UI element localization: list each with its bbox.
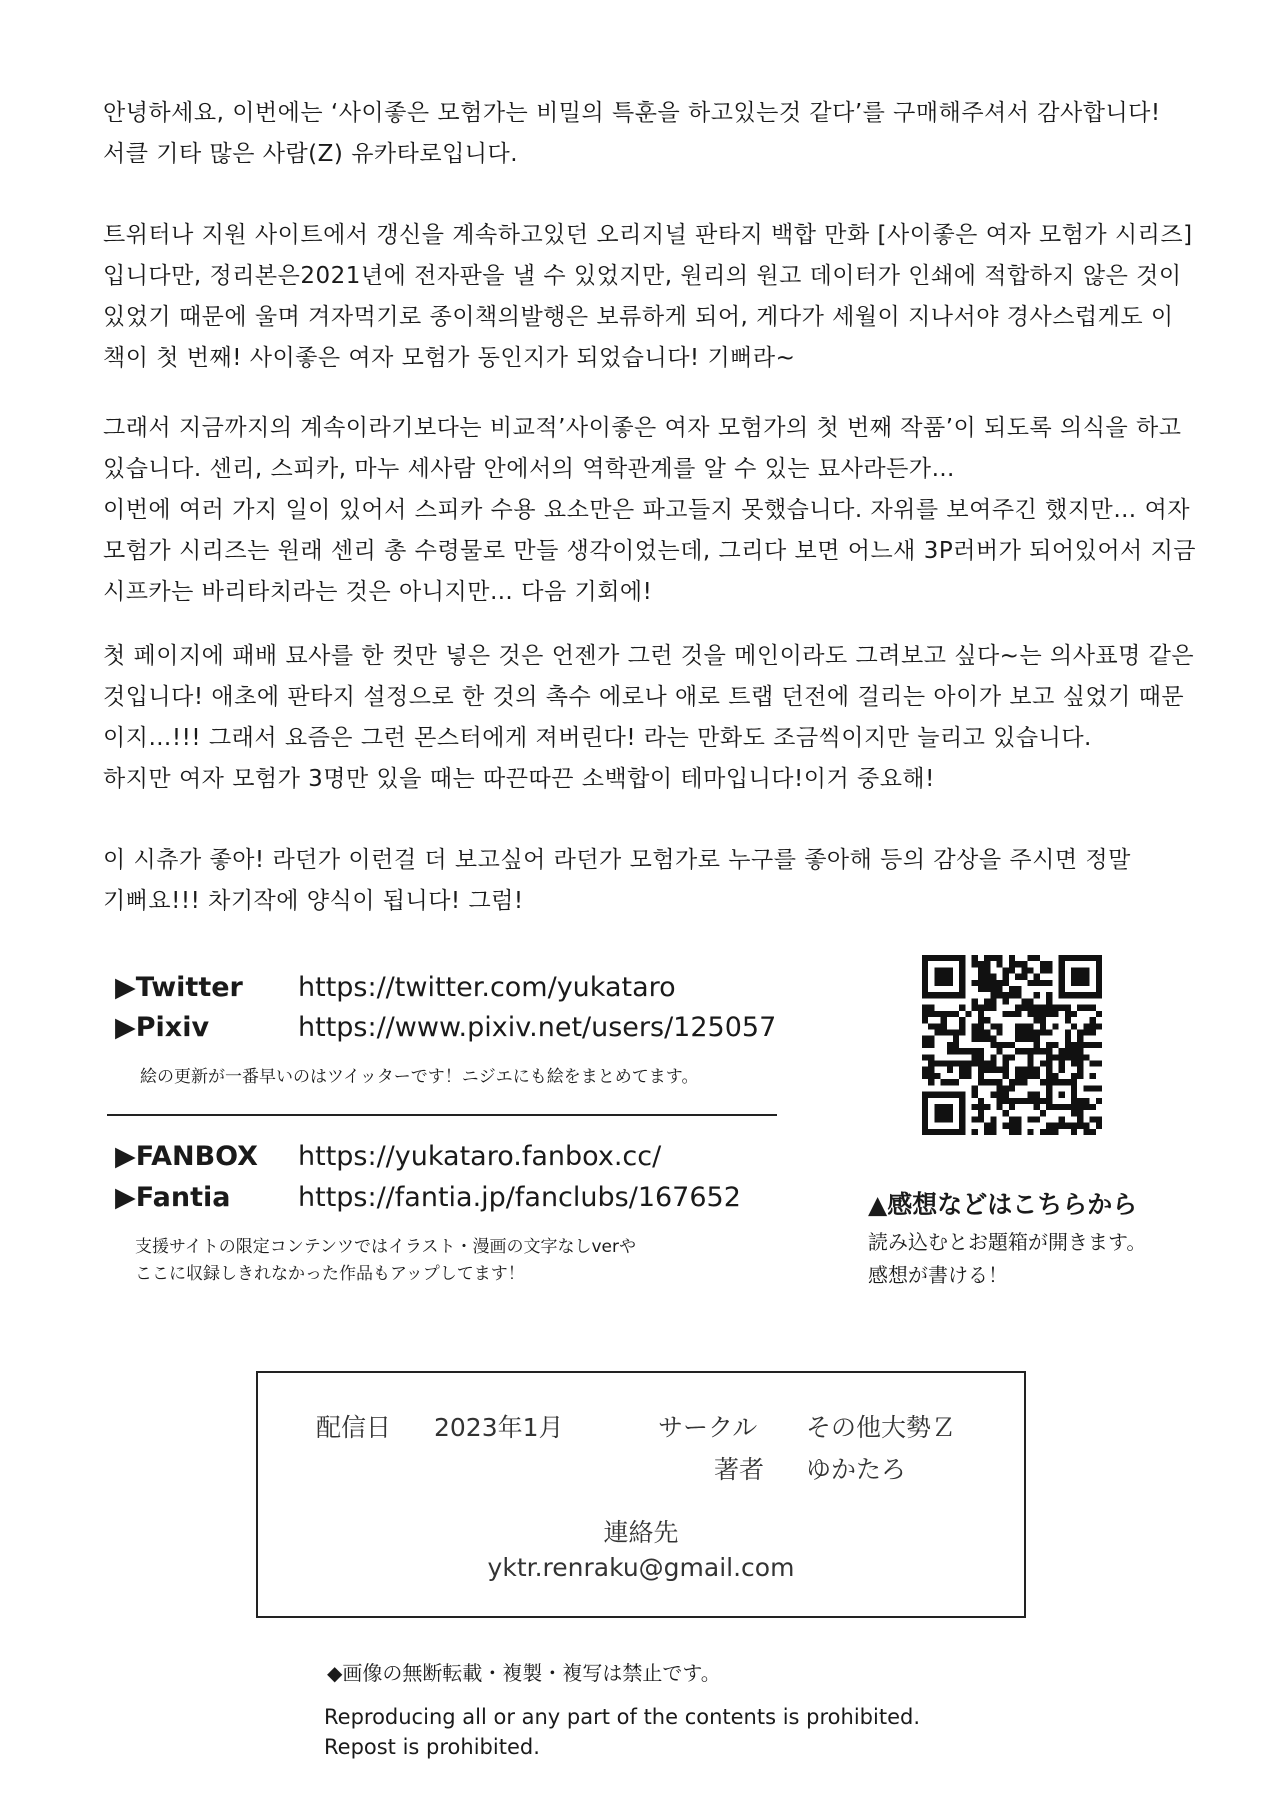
paragraph-3 (103, 408, 1263, 613)
text-line: 이지…!!! 그래서 요즘은 그런 몬스터에게 져버린다! 라는 만화도 조금씩이지만 늘리고 있습니다. (103, 725, 1092, 751)
fantia-label: ▶Fantia (115, 1182, 231, 1213)
twitter-url[interactable]: https://twitter.com/yukataro (298, 972, 676, 1003)
text-line: 있습니다. 센리, 스피카, 마누 세사람 안에서의 역학관계를 알 수 있는 묘사라든가… (103, 456, 956, 482)
qr-note-line: 読み込むとお題箱が開きます。 (868, 1230, 1147, 1254)
text-line: 기뻐요!!! 차기작에 양식이 됩니다! 그럼! (103, 888, 524, 914)
info-box (256, 1371, 1026, 1618)
author-label: 著者 (714, 1455, 765, 1484)
pixiv-label: ▶Pixiv (115, 1012, 210, 1043)
text-line: 것입니다! 애초에 판타지 설정으로 한 것의 촉수 에로나 애로 트랩 던전에 걸리는 아이가 보고 싶었기 때문 (103, 684, 1185, 710)
text-line: 이 시츄가 좋아! 라던가 이런걸 더 보고싶어 라던가 모험가로 누구를 좋아해 등의 감상을 주시면 정말 (103, 847, 1131, 873)
qr-note (868, 1226, 1146, 1292)
link-row-fantia (115, 1182, 741, 1213)
text-line: 모험가 시리즈는 원래 센리 총 수령물로 만들 생각이었는데, 그리다 보면 어느새 3P러버가 되어있어서 지금 (103, 538, 1197, 564)
text-line: 하지만 여자 모험가 3명만 있을 때는 따끈따끈 소백합이 테마입니다!이거 중요해! (103, 766, 935, 792)
text-line: 있었기 때문에 울며 겨자먹기로 종이책의발행은 보류하게 되어, 게다가 세월이 지나서야 경사스럽게도 이 (103, 304, 1174, 330)
divider (107, 1114, 777, 1116)
support-note (135, 1234, 636, 1288)
circle-label: サークル (658, 1413, 758, 1442)
support-note-line: ここに収録しきれなかった作品もアップしてます！ (135, 1264, 525, 1284)
paragraph-5 (103, 840, 1263, 922)
contact-label: 連絡先 (603, 1518, 679, 1547)
copyright-line: Reproducing all or any part of the contents is prohibited. (324, 1705, 920, 1729)
author-value: ゆかたろ (806, 1455, 907, 1484)
text-line: 시프카는 바리타치라는 것은 아니지만… 다음 기회에! (103, 579, 653, 605)
date-value: 2023年1月 (434, 1413, 564, 1442)
circle-value: その他大勢Ｚ (806, 1413, 957, 1442)
copyright-line: Repost is prohibited. (324, 1735, 540, 1759)
text-line: 입니다만, 정리본은2021년에 전자판을 낼 수 있었지만, 원리의 원고 데이터가 인쇄에 적합하지 않은 것이 (103, 263, 1182, 289)
twitter-label: ▶Twitter (115, 972, 243, 1003)
text-line: 이번에 여러 가지 일이 있어서 스피카 수용 요소만은 파고들지 못했습니다. 자위를 보여주긴 했지만… 여자 (103, 497, 1191, 523)
text-line: 서클 기타 많은 사람(Z) 유카타로입니다. (103, 141, 519, 167)
link-row-pixiv (115, 1012, 776, 1043)
text-line: 첫 페이지에 패배 묘사를 한 컷만 넣은 것은 언젠가 그런 것을 메인이라도 그려보고 싶다~는 의사표명 같은 (103, 643, 1195, 669)
date-label: 配信日 (316, 1413, 392, 1442)
link-row-fanbox (115, 1141, 661, 1172)
text-line: 안녕하세요, 이번에는 ‘사이좋은 모험가는 비밀의 특훈을 하고있는것 같다’를 구매해주셔서 감사합니다! (103, 100, 1161, 126)
text-line: 그래서 지금까지의 계속이라기보다는 비교적’사이좋은 여자 모험가의 첫 번째 작품’이 되도록 의식을 하고 (103, 415, 1182, 441)
paragraph-2 (103, 215, 1263, 379)
qr-note-line: 感想が書ける！ (868, 1263, 1008, 1287)
pixiv-url[interactable]: https://www.pixiv.net/users/125057 (298, 1012, 777, 1043)
text-line: 트위터나 지원 사이트에서 갱신을 계속하고있던 오리지널 판타지 백합 만화 [사이좋은 여자 모험가 시리즈] (103, 222, 1193, 248)
contact-email[interactable]: yktr.renraku@gmail.com (487, 1553, 795, 1582)
text-line: 책이 첫 번째! 사이좋은 여자 모험가 동인지가 되었습니다! 기뻐라~ (103, 345, 796, 371)
qr-title: ▲感想などはこちらから (868, 1190, 1138, 1219)
link-row-twitter (115, 972, 676, 1003)
copyright-notice-jp: ◆画像の無断転載・複製・複写は禁止です。 (327, 1661, 721, 1685)
paragraph-4 (103, 636, 1263, 800)
qr-code-icon[interactable] (922, 955, 1102, 1135)
support-note-line: 支援サイトの限定コンテンツではイラスト・漫画の文字なしverや (135, 1237, 636, 1257)
fanbox-url[interactable]: https://yukataro.fanbox.cc/ (298, 1141, 662, 1172)
copyright-notice-en (324, 1702, 920, 1762)
fantia-url[interactable]: https://fantia.jp/fanclubs/167652 (298, 1182, 741, 1213)
paragraph-1 (103, 93, 1263, 175)
fanbox-label: ▶FANBOX (115, 1141, 258, 1172)
twitter-note: 絵の更新が一番早いのはツイッターです！ニジエにも絵をまとめてます。 (140, 1067, 699, 1087)
